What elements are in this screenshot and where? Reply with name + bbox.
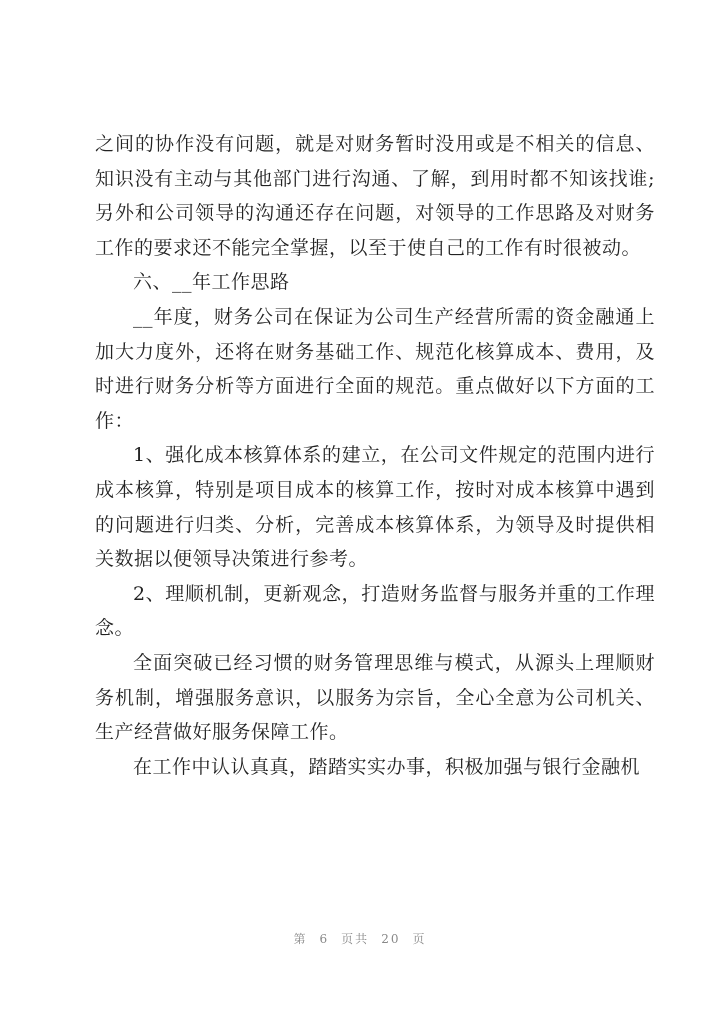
page-suffix: 页 xyxy=(412,932,427,946)
page-footer xyxy=(0,930,720,947)
page-total: 20 xyxy=(381,932,401,946)
page-current: 6 xyxy=(319,932,330,946)
paragraph-6: 全面突破已经习惯的财务管理思维与模式，从源头上理顺财务机制，增强服务意识，以服务为宗旨，全心全意为公司机关、生产经营做好服务保障工作。 xyxy=(95,651,655,744)
section-heading-work-plan: 六、__年工作思路 xyxy=(133,271,290,294)
page-middle: 页共 xyxy=(341,932,370,946)
paragraph-5: 2、理顺机制，更新观念，打造财务监督与服务并重的工作理念。 xyxy=(95,582,655,640)
document-body xyxy=(95,127,655,784)
page-prefix: 第 xyxy=(293,932,308,946)
paragraph-3: __年度，财务公司在保证为公司生产经营所需的资金融通上加大力度外，还将在财务基础工作、规范化核算成本、费用，及时进行财务分析等方面进行全面的规范。重点做好以下方面的工作： xyxy=(95,305,655,432)
paragraph-4: 1、强化成本核算体系的建立，在公司文件规定的范围内进行成本核算，特别是项目成本的核算工作，按时对成本核算中遇到的问题进行归类、分析，完善成本核算体系，为领导及时提供相关数据以便领导决策进行参考。 xyxy=(95,444,655,571)
paragraph-1: 之间的协作没有问题，就是对财务暂时没用或是不相关的信息、知识没有主动与其他部门进行沟通、了解，到用时都不知该找谁;另外和公司领导的沟通还存在问题，对领导的工作思路及对财务工作的要求还不能完全掌握，以至于使自己的工作有时很被动。 xyxy=(95,133,655,259)
paragraph-7: 在工作中认认真真，踏踏实实办事，积极加强与银行金融机 xyxy=(133,755,641,778)
